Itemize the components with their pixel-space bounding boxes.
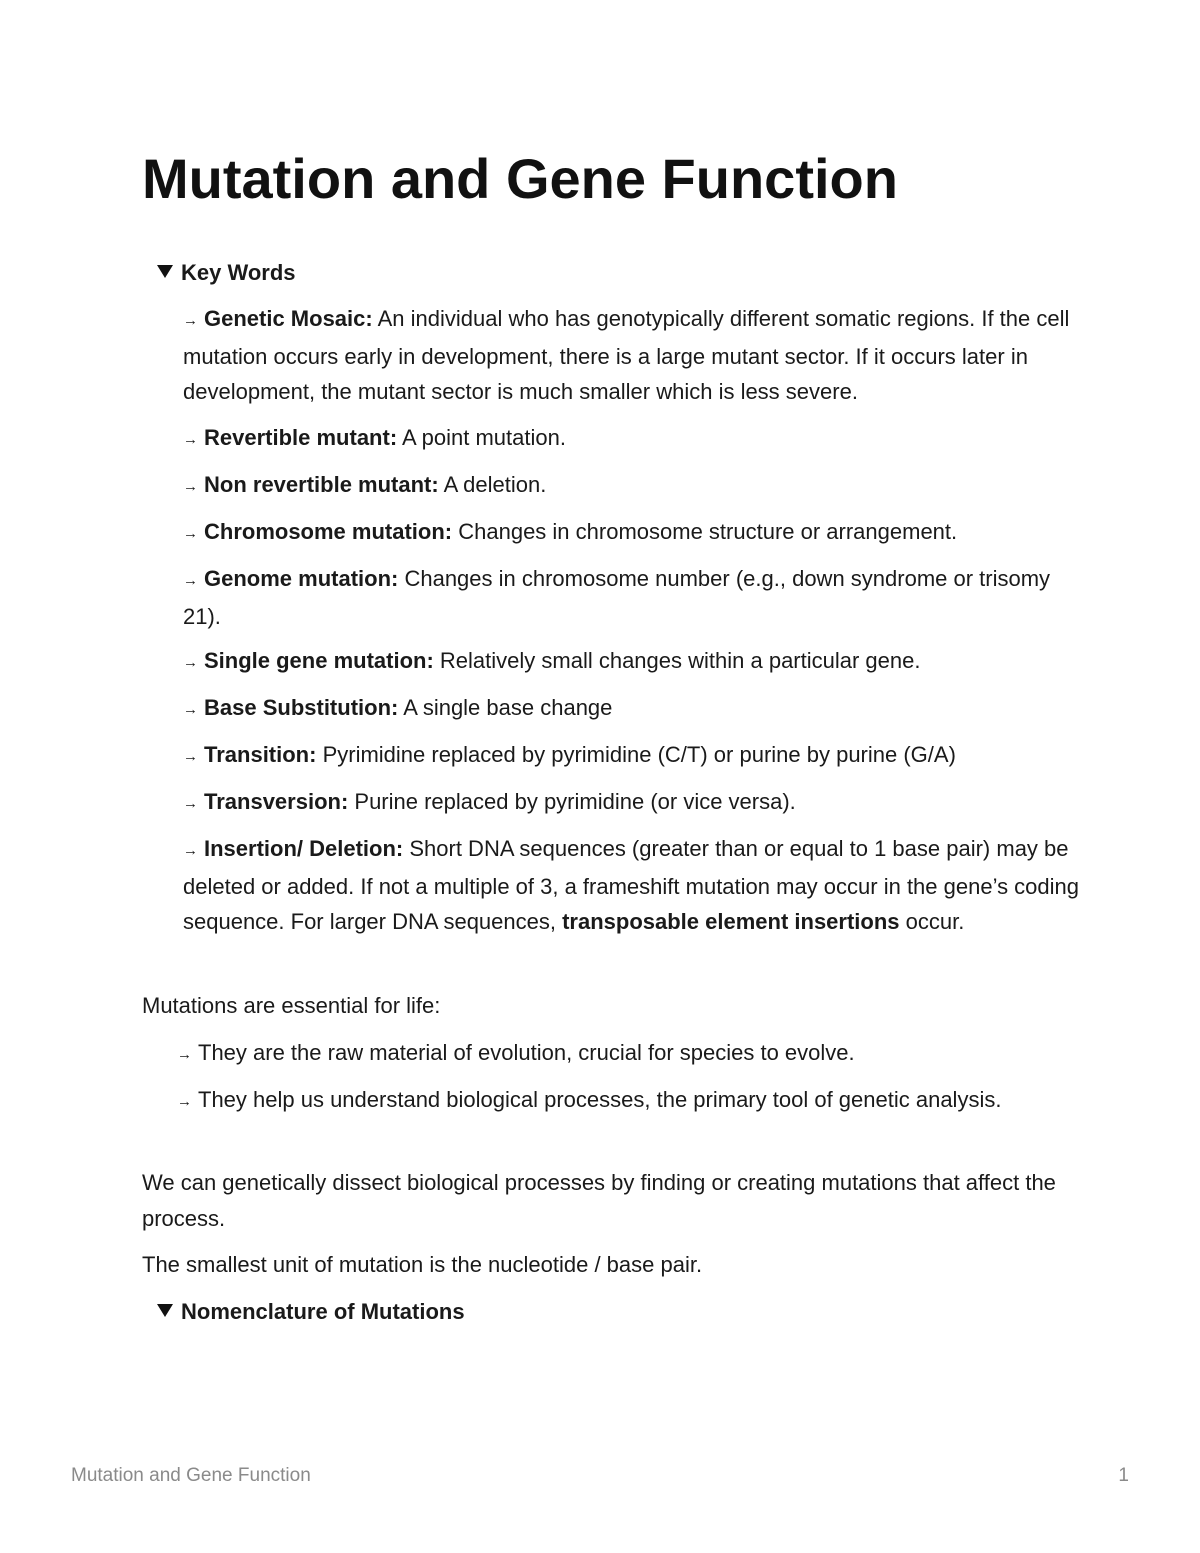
toggle-label: Nomenclature of Mutations bbox=[181, 1299, 465, 1324]
page-number: 1 bbox=[1118, 1465, 1129, 1486]
essential-point-text: They are the raw material of evolution, crucial for species to evolve. bbox=[198, 1040, 855, 1065]
key-word-term: Non revertible mutant: bbox=[204, 472, 439, 497]
arrow-icon: → bbox=[183, 525, 198, 542]
key-word-definition: A single base change bbox=[398, 695, 613, 720]
key-word-entry bbox=[183, 784, 1083, 822]
key-word-definition: Pyrimidine replaced by pyrimidine (C/T) or purine by purine (G/A) bbox=[316, 742, 956, 767]
triangle-down-icon[interactable] bbox=[157, 265, 173, 278]
key-word-definition: A deletion. bbox=[438, 472, 547, 497]
arrow-icon: → bbox=[183, 748, 198, 765]
arrow-icon: → bbox=[183, 654, 198, 671]
key-word-definition: Changes in chromosome number (e.g., down syndrome or trisomy 21). bbox=[183, 566, 1051, 629]
arrow-icon: → bbox=[183, 478, 198, 495]
essential-point bbox=[177, 1035, 1077, 1073]
key-word-definition: An individual who has genotypically different somatic regions. If the cell mutation occurs early in development, there is a large mutant sector. If it occurs later in development, the mutant sector is much smaller which is less severe. bbox=[183, 306, 1070, 404]
key-word-definition: Purine replaced by pyrimidine (or vice versa). bbox=[348, 789, 796, 814]
arrow-icon: → bbox=[183, 431, 198, 448]
key-word-entry bbox=[183, 831, 1083, 940]
key-word-term: Transversion: bbox=[204, 789, 349, 814]
arrow-icon: → bbox=[177, 1046, 192, 1063]
arrow-icon: → bbox=[183, 701, 198, 718]
essential-point-text: They help us understand biological processes, the primary tool of genetic analysis. bbox=[198, 1087, 1002, 1112]
paragraph-smallest-unit: The smallest unit of mutation is the nucleotide / base pair. bbox=[142, 1252, 703, 1277]
key-word-term: Revertible mutant: bbox=[204, 425, 398, 450]
key-word-term: Genome mutation: bbox=[204, 566, 399, 591]
key-word-entry bbox=[183, 420, 1083, 458]
key-word-definition: Changes in chromosome structure or arrangement. bbox=[452, 519, 958, 544]
key-word-definition-end: occur. bbox=[899, 909, 965, 934]
key-word-entry bbox=[183, 561, 1083, 634]
key-word-term: Insertion/ Deletion: bbox=[204, 836, 404, 861]
toggle-label: Key Words bbox=[181, 260, 296, 285]
key-word-term: Transition: bbox=[204, 742, 317, 767]
toggle-key-words[interactable] bbox=[157, 258, 296, 288]
key-word-entry bbox=[183, 737, 1083, 775]
key-word-term: Genetic Mosaic: bbox=[204, 306, 373, 331]
key-word-term: Single gene mutation: bbox=[204, 648, 434, 673]
key-word-entry bbox=[183, 514, 1083, 552]
arrow-icon: → bbox=[183, 312, 198, 329]
page-title: Mutation and Gene Function bbox=[142, 147, 898, 210]
key-word-definition: Relatively small changes within a particular gene. bbox=[433, 648, 921, 673]
key-word-definition: Short DNA sequences (greater than or equal to 1 base pair) may be deleted or added. If not a multiple of 3, a frameshift mutation may occur in the gene’s coding sequence. For larger DNA sequences, bbox=[183, 836, 1080, 934]
key-word-entry bbox=[183, 301, 1083, 410]
triangle-down-icon[interactable] bbox=[157, 1304, 173, 1317]
arrow-icon: → bbox=[183, 795, 198, 812]
key-word-term: Chromosome mutation: bbox=[204, 519, 453, 544]
essential-intro: Mutations are essential for life: bbox=[142, 993, 441, 1018]
key-word-entry bbox=[183, 690, 1083, 728]
key-word-emphasis: transposable element insertions bbox=[562, 909, 900, 934]
essential-point bbox=[177, 1082, 1077, 1120]
key-word-entry bbox=[183, 643, 1083, 681]
arrow-icon: → bbox=[177, 1093, 192, 1110]
arrow-icon: → bbox=[183, 572, 198, 589]
key-word-definition: A point mutation. bbox=[397, 425, 566, 450]
key-word-entry bbox=[183, 467, 1083, 505]
key-word-term: Base Substitution: bbox=[204, 695, 399, 720]
footer-title: Mutation and Gene Function bbox=[71, 1465, 311, 1486]
arrow-icon: → bbox=[183, 842, 198, 859]
toggle-nomenclature[interactable] bbox=[157, 1297, 465, 1327]
paragraph-dissect: We can genetically dissect biological processes by finding or creating mutations that affect the process. bbox=[142, 1170, 1056, 1231]
